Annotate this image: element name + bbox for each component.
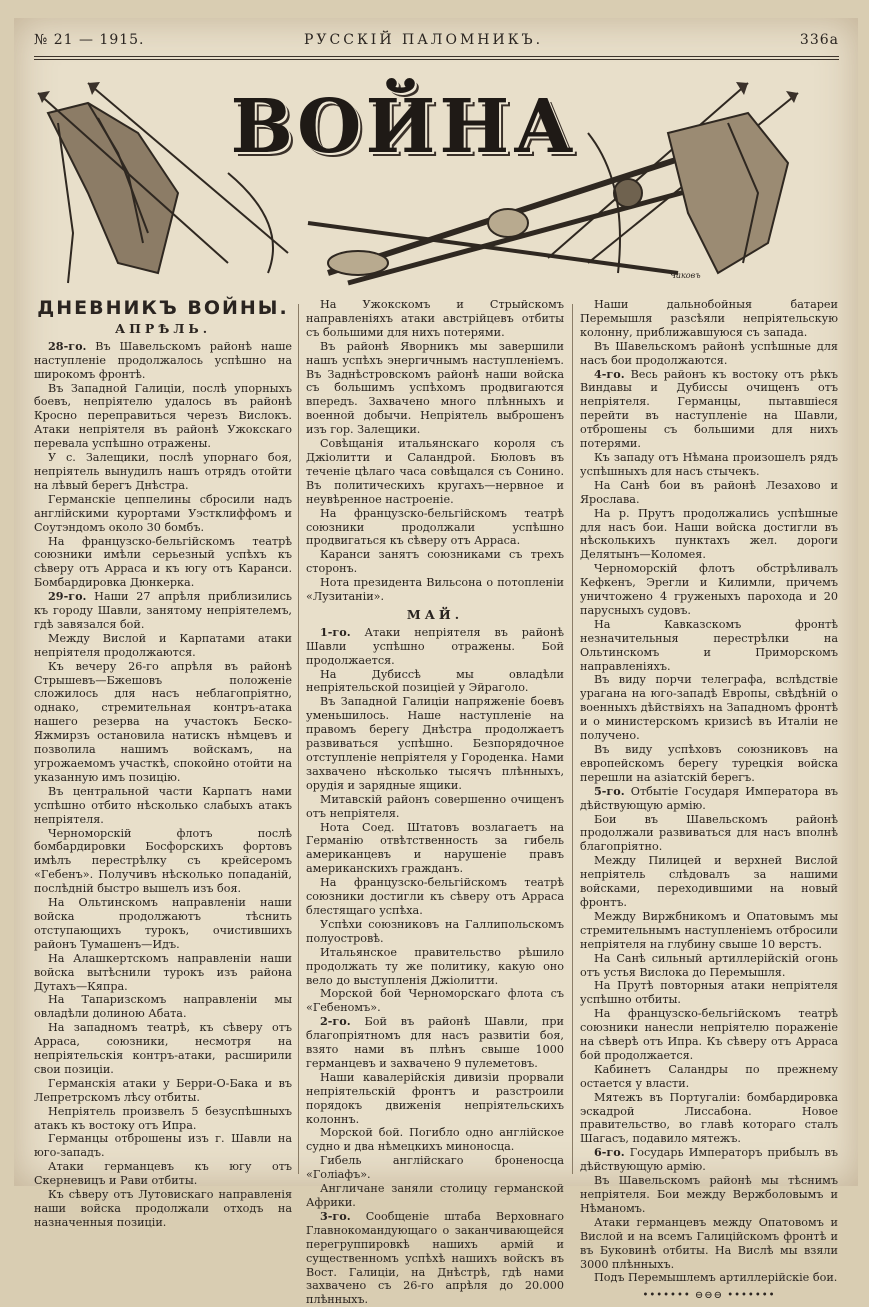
diary-entry [34, 1132, 292, 1160]
entry-text: Къ сѣверу отъ Лутовискаго направленія наши войска продолжали отходъ на назначенныя позиціи. [34, 1188, 292, 1229]
entry-text: Къ западу отъ Нѣмана произошелъ рядъ успѣшныхъ для насъ стычекъ. [580, 450, 838, 478]
diary-entry [580, 562, 838, 618]
entry-text: Каранси занятъ союзниками съ трехъ сторонъ. [306, 548, 564, 576]
end-ornament: ••••••• ⊖⊖⊖ ••••••• [642, 1290, 776, 1302]
entry-text: Подъ Перемышлемъ артиллерійскіе бои. [594, 1271, 838, 1285]
entry-text: Наши кавалерійскія дивизіи прорвали непріятельскій фронтъ и разстроили порядокъ движенія непріятельскихъ колоннъ. [306, 1070, 564, 1126]
diary-entry [34, 493, 292, 535]
entry-text: Атаки германцевъ между Опатовомъ и Вислой и на всемъ Галиційскомъ фронтѣ и въ Буковинѣ отбиты. На Вислѣ мы взяли 3000 плѣнныхъ. [580, 1215, 838, 1271]
issue-number: № 21 — 1915. [34, 32, 145, 48]
entry-text: Мятежъ въ Португаліи: бомбардировка эскадрой Лиссабона. Новое правительство, во главѣ котораго сталъ Шагасъ, подавило мятежъ. [580, 1090, 838, 1146]
entry-text: На Санѣ бои въ районѣ Лезахово и Ярослава. [580, 478, 838, 506]
diary-entry [306, 876, 564, 918]
diary-entry [580, 1007, 838, 1063]
diary-entry [306, 987, 564, 1015]
diary-entry [580, 451, 838, 479]
diary-entry [34, 535, 292, 591]
entry-text: На Ужокскомъ и Стрыйскомъ направленіяхъ атаки австрійцевъ отбиты съ большими для нихъ потерями. [306, 298, 564, 339]
column-1-entries [34, 340, 292, 1230]
diary-entry [306, 1015, 564, 1071]
entry-text: Германскіе цеппелины сбросили надъ англійскими курортами Уэстклиффомъ и Соутэндомъ около 30 бомбъ. [34, 492, 292, 534]
entry-text: Въ виду успѣховъ союзниковъ на европейскомъ берегу турецкія войска перешли на азіатскій берегъ. [580, 743, 838, 784]
diary-entry [34, 827, 292, 897]
diary-entry [306, 340, 564, 437]
entry-text: Германскія атаки у Берри-О-Бака и въ Лепретрскомъ лѣсу отбиты. [34, 1076, 292, 1104]
entry-text: Наши 27 апрѣля приблизились къ городу Шавли, занятому непріятелемъ, гдѣ завязался бой. [34, 590, 292, 631]
diary-entry [580, 743, 838, 785]
diary-entry [34, 785, 292, 827]
entry-text: На западномъ театрѣ, къ сѣверу отъ Арраса, союзники, несмотря на непріятельскія контръ-атаки, расширили свои позиціи. [34, 1021, 292, 1076]
entry-text: На французско-бельгійскомъ театрѣ союзники продолжали успѣшно продвигаться къ сѣверу отъ Арраса. [306, 506, 564, 548]
journal-name: РУССКІЙ ПАЛОМНИКЪ. [304, 32, 544, 48]
diary-entry [306, 1154, 564, 1182]
diary-entry [580, 979, 838, 1007]
diary-entry [34, 993, 292, 1021]
diary-entry [34, 451, 292, 493]
diary-entry [34, 660, 292, 785]
diary-entry [306, 576, 564, 604]
entry-text: Атаки германцевъ къ югу отъ Скерневицъ и Рави отбиты. [34, 1160, 292, 1188]
diary-entry [580, 1174, 838, 1216]
diary-entry [306, 1071, 564, 1127]
entry-text: Черноморскій флотъ обстрѣливалъ Кефкенъ, Эрегли и Килимли, причемъ уничтожено 4 груженыхъ парохода и 20 парусныхъ судовъ. [580, 562, 838, 617]
entry-text: Въ виду порчи телеграфа, вслѣдствіе урагана на юго-западѣ Европы, свѣдѣній о военныхъ дѣйствіяхъ на Западномъ фронтѣ и о министерскомъ кризисѣ въ Италіи не получено. [580, 673, 838, 743]
diary-entry [580, 507, 838, 563]
diary-entry [34, 632, 292, 660]
diary-entry [34, 1105, 292, 1133]
running-head [34, 32, 839, 54]
diary-entry [580, 1271, 838, 1285]
entry-text: Нота президента Вильсона о потопленіи «Лузитаніи». [306, 576, 564, 604]
diary-entry [306, 668, 564, 696]
diary-entry [306, 1182, 564, 1210]
entry-text: Бой въ районѣ Шавли, при благопріятномъ для насъ развитіи боя, взято нами въ плѣнъ свыше 1000 германцевъ и захвачено 9 пулеметовъ. [306, 1015, 564, 1070]
entry-text: Итальянское правительство рѣшило продолжать ту же политику, какую оно вело до выступленія Джіолитти. [306, 945, 564, 987]
entry-text: Въ Западной Галиціи, послѣ упорныхъ боевъ, непріятелю удалось въ районѣ Кросно переправиться черезъ Вислокъ. Атаки непріятеля въ районѣ Ужокскаго перевала успѣшно отражены. [34, 381, 292, 451]
diary-entry [34, 590, 292, 632]
entry-date: 6-го. [594, 1145, 625, 1160]
diary-entry [580, 1063, 838, 1091]
newspaper-page [14, 18, 858, 1307]
diary-entry [580, 368, 838, 451]
diary-entry [580, 1146, 838, 1174]
column-divider [572, 304, 573, 1174]
entry-text: Черноморскій флотъ послѣ бомбардировки Босфорскихъ фортовъ имѣлъ перестрѣлку съ крейсеромъ «Гебенъ». Получивъ нѣсколько попаданій, послѣдній быстро вышелъ изъ боя. [34, 826, 292, 896]
header-rule-double [34, 59, 839, 60]
diary-entry [306, 1210, 564, 1307]
entry-text: Кабинетъ Саландры по прежнему остается у власти. [580, 1062, 838, 1090]
column-3 [580, 298, 838, 1302]
entry-text: Митавскій районъ совершенно очищенъ отъ непріятеля. [306, 792, 564, 820]
diary-entry [580, 952, 838, 980]
entry-text: Морской бой. Погибло одно англійское судно и два нѣмецкихъ миноносца. [306, 1126, 564, 1154]
column-divider [298, 304, 299, 1174]
entry-date: 5-го. [594, 783, 625, 798]
entry-date: 4-го. [594, 366, 625, 381]
entry-text: Къ вечеру 26-го апрѣля въ районѣ Стрышевъ—Бжешовъ положеніе сложилось для насъ неблагопріятно, однако, стремительная контръ-атака нашего резерва на участокъ Беско-Яжмирзъ остановила натискъ нѣмцевъ и позволила нашимъ войскамъ, на угрожаемомъ участкѣ, спокойно отойти на указанную имъ позицію. [34, 659, 292, 784]
entry-text: На Кавказскомъ фронтѣ незначительныя перестрѣлки на Ольтинскомъ и Приморскомъ направленіяхъ. [580, 617, 838, 673]
entry-text: На французско-бельгійскомъ театрѣ союзники достигли къ сѣверу отъ Арраса блестящаго успѣха. [306, 876, 564, 917]
entry-text: Германцы отброшены изъ г. Шавли на юго-западъ. [34, 1132, 292, 1160]
entry-text: Сообщеніе штаба Верховнаго Главнокомандующаго о заканчивающейся перегруппировкѣ нашихъ армій и существенномъ успѣхѣ нашихъ войскъ въ Вост. Галиціи, на Днѣстрѣ, гдѣ нами захвачено съ 26-го апрѣля до 20.000 плѣнныхъ. [306, 1209, 564, 1307]
column-3-entries [580, 298, 838, 1285]
diary-entry [580, 618, 838, 674]
diary-entry [306, 626, 564, 668]
entry-text: Между Вислой и Карпатами атаки непріятеля продолжаются. [34, 631, 292, 659]
column-1 [34, 297, 292, 1229]
diary-entry [580, 1091, 838, 1147]
diary-entry [306, 507, 564, 549]
entry-text: Въ Шавельскомъ районѣ наше наступленіе продолжалось успѣшно на широкомъ фронтѣ. [34, 339, 292, 381]
masthead-title: ВОЙНА [230, 84, 578, 170]
diary-entry [34, 1021, 292, 1077]
diary-entry [580, 298, 838, 340]
diary-entry [580, 854, 838, 910]
entry-text: На французско-бельгійскомъ театрѣ союзники нанесли непріятелю пораженіе на сѣверѣ отъ Ипра. Къ сѣверу отъ Арраса бой продолжается. [580, 1007, 838, 1062]
entry-text: Въ Шавельскомъ районѣ успѣшные для насъ бои продолжаются. [580, 339, 838, 367]
diary-entry [306, 918, 564, 946]
diary-entry [580, 340, 838, 368]
diary-entry [34, 340, 292, 382]
entry-date: 28-го. [48, 338, 87, 353]
diary-entry [580, 479, 838, 507]
entry-text: Весь районъ къ востоку отъ рѣкъ Виндавы и Дубиссы очищенъ отъ непріятеля. Германцы, пытавшіеся перейти въ наступленіе на Шавли, отброшены съ большими для нихъ потерями. [580, 367, 838, 451]
diary-entry [306, 695, 564, 792]
diary-entry [306, 548, 564, 576]
article-columns [34, 297, 839, 1307]
entry-date: 2-го. [320, 1014, 351, 1029]
entry-text: На Алашкертскомъ направленіи наши войска вытѣснили турокъ изъ района Дутахъ—Кяпра. [34, 951, 292, 993]
diary-entry [580, 1216, 838, 1272]
entry-text: Успѣхи союзниковъ на Галлипольскомъ полуостровѣ. [306, 917, 564, 945]
entry-text: На р. Прутъ продолжались успѣшные для насъ бои. Наши войска достигли въ нѣсколькихъ пунктахъ жел. дороги Делятынъ—Коломея. [580, 506, 838, 562]
header-rule [34, 56, 839, 57]
entry-date: 3-го. [320, 1208, 351, 1223]
page-number: 336а [799, 32, 839, 48]
diary-entry [306, 1126, 564, 1154]
entry-text: Наши дальнобойныя батареи Перемышля разсѣяли непріятельскую колонну, приближавшуюся съ запада. [580, 298, 838, 339]
entry-text: Въ районѣ Яворникъ мы завершили нашъ успѣхъ энергичнымъ наступленіемъ. Въ Заднѣстровскомъ районѣ наши войска съ большимъ успѣхомъ продвигаются впередъ. Захвачено много плѣнныхъ и военной добычи. Непріятель выброшенъ изъ гор. Залещики. [306, 339, 564, 437]
entry-date: 1-го. [320, 624, 351, 639]
entry-text: Совѣщанія итальянскаго короля съ Джіолитти и Саландрой. Бюловъ въ теченіе цѣлаго часа совѣщался съ Сонино. Въ политическихъ кругахъ—нервное и неувѣренное настроеніе. [306, 437, 564, 506]
artist-signature: Чаковъ [670, 271, 701, 280]
entry-text: На Ольтинскомъ направленіи наши войска продолжаютъ тѣснить отступающихъ турокъ, очистившихъ районъ Тумашенъ—Идъ. [34, 896, 292, 951]
diary-entry [306, 793, 564, 821]
entry-text: Англичане заняли столицу германской Африки. [306, 1182, 564, 1209]
entry-text: Отбытіе Государя Императора въ дѣйствующую армію. [580, 784, 838, 812]
diary-entry [580, 785, 838, 813]
diary-entry [34, 1160, 292, 1188]
diary-entry [580, 910, 838, 952]
diary-entry [306, 437, 564, 507]
entry-text: На Прутѣ повторныя атаки непріятеля успѣшно отбиты. [580, 979, 838, 1007]
diary-entry [306, 946, 564, 988]
entry-text: Государь Императоръ прибылъ въ дѣйствующую армію. [580, 1146, 838, 1174]
entry-text: На Дубиссѣ мы овладѣли непріятельской позиціей у Эйраголо. [306, 667, 564, 695]
entry-text: Гибель англійскаго броненосца «Голіафъ». [306, 1154, 564, 1182]
entry-text: Нота Соед. Штатовъ возлагаетъ на Германію отвѣтственность за гибель американцевъ и нарушеніе правъ американскихъ гражданъ. [306, 820, 564, 876]
entry-text: Морской бой Черноморскаго флота съ «Гебеномъ». [306, 987, 564, 1015]
entry-text: На Санѣ сильный артиллерійскій огонь отъ устья Вислока до Перемышля. [580, 951, 838, 979]
entry-text: Въ Западной Галиціи напряженіе боевъ уменьшилось. Наше наступленіе на правомъ берегу Днѣстра продолжаетъ развиваться успѣшно. Безпорядочное отступленіе непріятеля у Городенка. Нами захвачено нѣсколько тысячъ плѣнныхъ, орудія и зарядные ящики. [306, 695, 564, 792]
diary-entry [34, 1077, 292, 1105]
entry-text: Въ центральной части Карпатъ нами успѣшно отбито нѣсколько слабыхъ атакъ непріятеля. [34, 784, 292, 826]
diary-entry [34, 896, 292, 952]
section-heading-may: МАЙ. [406, 606, 464, 622]
entry-text: Бои въ Шавельскомъ районѣ продолжали развиваться для насъ вполнѣ благопріятно. [580, 812, 838, 854]
section-heading-april: АПРѢЛЬ. [114, 320, 212, 336]
diary-entry [580, 813, 838, 855]
diary-entry [34, 382, 292, 452]
entry-text: Между Виржбникомъ и Опатовымъ мы стремительнымъ наступленіемъ отбросили непріятеля на глубину свыше 10 верстъ. [580, 909, 838, 951]
column-2-april-entries [306, 298, 564, 604]
entry-text: Непріятель произвелъ 5 безуспѣшныхъ атакъ къ востоку отъ Ипра. [34, 1104, 292, 1132]
column-2-may-entries [306, 626, 564, 1307]
article-title: ДНЕВНИКЪ ВОЙНЫ. [37, 297, 289, 319]
diary-entry [34, 952, 292, 994]
entry-text: Въ Шавельскомъ районѣ мы тѣснимъ непріятеля. Бои между Вержболовымъ и Нѣманомъ. [580, 1174, 838, 1215]
diary-entry [306, 821, 564, 877]
entry-text: У с. Залещики, послѣ упорнаго боя, непріятель вынудилъ нашъ отрядъ отойти на лѣвый берегъ Днѣстра. [34, 451, 292, 492]
column-2 [306, 298, 564, 1307]
diary-entry [580, 673, 838, 743]
entry-text: Между Пилицей и верхней Вислой непріятель слѣдовалъ за нашими войсками, переходившими на новый фронтъ. [580, 854, 838, 909]
diary-entry [34, 1188, 292, 1230]
diary-entry [306, 298, 564, 340]
entry-text: Атаки непріятеля въ районѣ Шавли успѣшно отражены. Бой продолжается. [306, 625, 564, 667]
entry-date: 29-го. [48, 589, 87, 604]
entry-text: На французско-бельгійскомъ театрѣ союзники имѣли серьезный успѣхъ къ сѣверу отъ Арраса и къ югу отъ Каранси. Бомбардировка Дюнкерка. [34, 534, 292, 590]
entry-text: На Тапаризскомъ направленіи мы овладѣли долиною Абата. [34, 993, 292, 1021]
